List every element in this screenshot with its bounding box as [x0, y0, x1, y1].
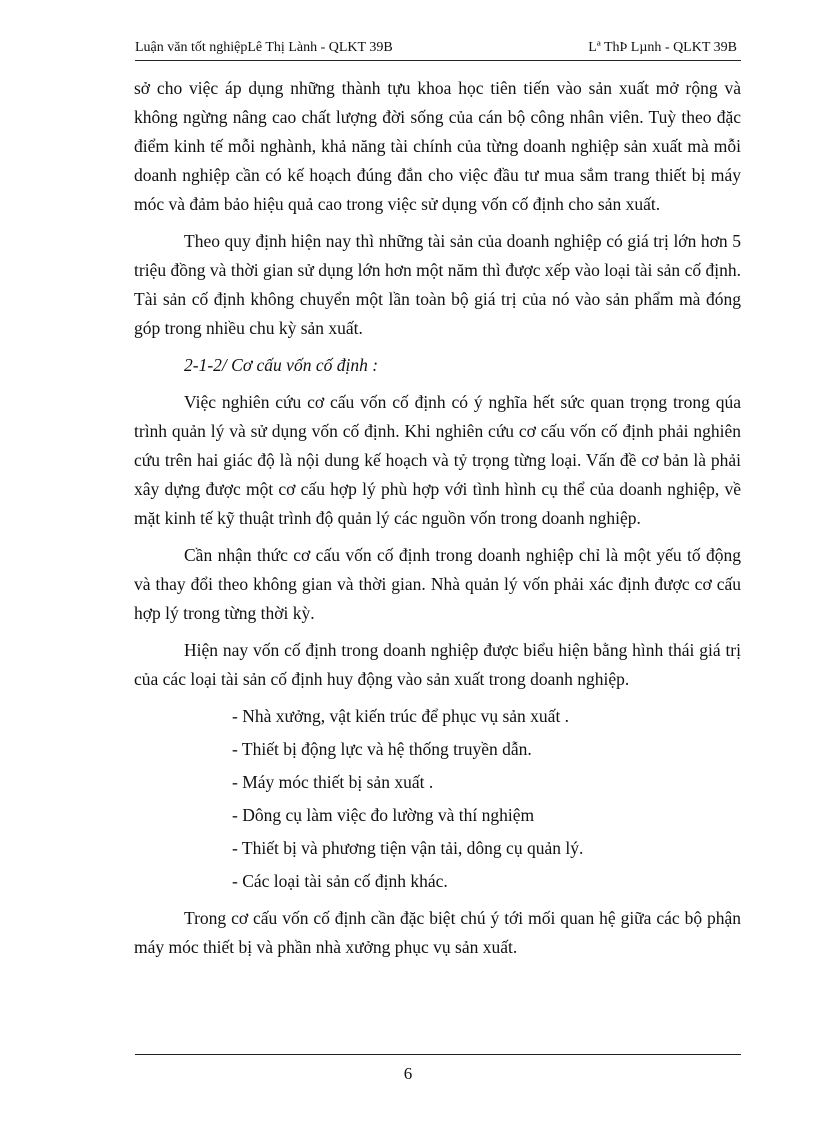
list-item: - Dông cụ làm việc đo lường và thí nghiệm [232, 805, 535, 825]
header-right-text: Lª ThÞ Lµnh - QLKT 39B [588, 40, 737, 55]
list-item: - Nhà xưởng, vật kiến trúc để phục vụ sản xuất . [232, 706, 570, 726]
paragraph-5: Hiện nay vốn cố định trong doanh nghiệp được biểu hiện bằng hình thái giá trị của các loại tài sản cố định huy động vào sản xuất trong doanh nghiệp. [134, 640, 741, 689]
paragraph-6: Trong cơ cấu vốn cố định cần đặc biệt chú ý tới mối quan hệ giữa các bộ phận máy móc thiết bị và phần nhà xưởng phục vụ sản xuất. [134, 908, 741, 957]
list-item: - Các loại tài sản cố định khác. [232, 871, 448, 891]
header-left-text: Luận văn tốt nghiệpLê Thị Lành - QLKT 39B [135, 40, 393, 55]
page-number: 6 [403, 1064, 413, 1083]
paragraph-1: sở cho việc áp dụng những thành tựu khoa học tiên tiến vào sản xuất mở rộng và không ngừng nâng cao chất lượng đời sống của cán bộ công nhân viên. Tuỳ theo đặc điểm kinh tế mỗi nghành, khả năng tài chính của từng doanh nghiệp sản xuất mà mỗi doanh nghiệp cần có kế hoạch đúng đắn cho việc đầu tư mua sắm trang thiết bị máy móc và đảm bảo hiệu quả cao trong việc sử dụng vốn cố định cho sản xuất. [134, 78, 741, 214]
paragraph-2: Theo quy định hiện nay thì những tài sản của doanh nghiệp có giá trị lớn hơn 5 triệu đồng và thời gian sử dụng lớn hơn một năm thì được xếp vào loại tài sản cố định. Tài sản cố định không chuyển một lần toàn bộ giá trị của nó vào sản phẩm mà đóng góp trong nhiều chu kỳ sản xuất. [134, 231, 741, 338]
paragraph-4: Cần nhận thức cơ cấu vốn cố định trong doanh nghiệp chỉ là một yếu tố động và thay đổi theo không gian và thời gian. Nhà quản lý vốn phải xác định được cơ cấu hợp lý trong từng thời kỳ. [134, 545, 741, 623]
paragraph-3: Việc nghiên cứu cơ cấu vốn cố định có ý nghĩa hết sức quan trọng trong qúa trình quản lý và sử dụng vốn cố định. Khi nghiên cứu cơ cấu vốn cố định phải nghiên cứu trên hai giác độ là nội dung kế hoạch và tỷ trọng từng loại. Vấn đề cơ bản là phải xây dựng được một cơ cấu hợp lý phù hợp với tình hình cụ thể của doanh nghiệp, về mặt kinh tế kỹ thuật trình độ quản lý các nguồn vốn trong doanh nghiệp. [134, 392, 741, 528]
list-item: - Thiết bị và phương tiện vận tải, dông cụ quản lý. [232, 838, 584, 858]
asset-list [134, 702, 741, 896]
section-subheading: 2-1-2/ Cơ cấu vốn cố định : [184, 355, 379, 375]
page-header [135, 38, 741, 61]
document-body [134, 74, 741, 970]
footer-divider [135, 1054, 741, 1055]
list-item: - Máy móc thiết bị sản xuất . [232, 772, 434, 792]
list-item: - Thiết bị động lực và hệ thống truyền dẫn. [232, 739, 532, 759]
